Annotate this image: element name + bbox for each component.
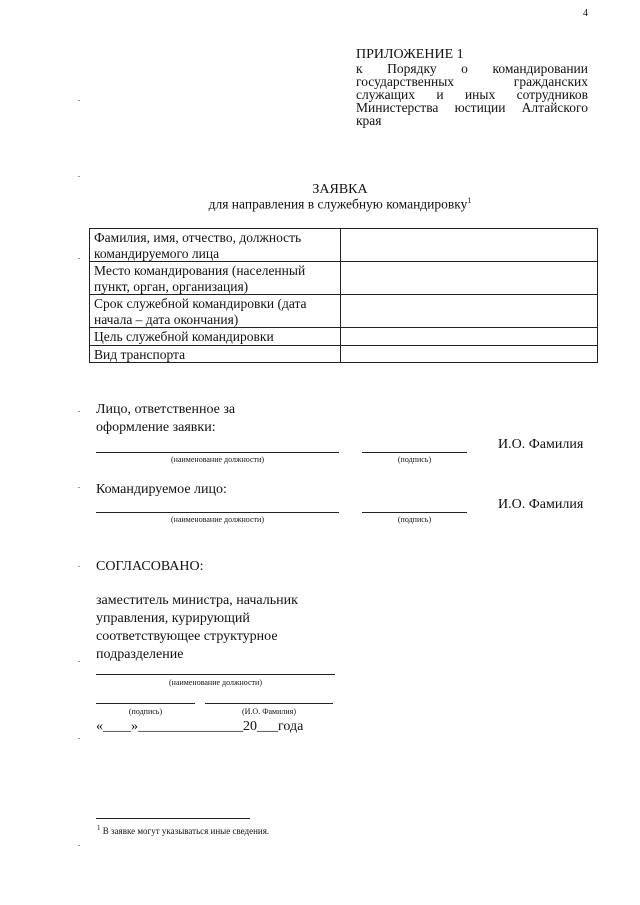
margin-mark <box>78 738 80 739</box>
table-row <box>90 345 598 363</box>
appendix-title: ПРИЛОЖЕНИЕ 1 <box>356 47 464 62</box>
responsible-label <box>96 401 235 437</box>
appendix-line: к Порядку о командировании <box>356 61 588 76</box>
appendix-line: Министерства юстиции Алтайского <box>356 100 588 115</box>
table-cell-label: Цель служебной командировки <box>90 328 341 346</box>
approval-title: СОГЛАСОВАНО: <box>96 559 204 574</box>
table-cell-value[interactable] <box>341 262 598 295</box>
margin-mark <box>78 258 80 259</box>
page-number: 4 <box>583 8 588 19</box>
footnote-mark: 1 <box>97 824 101 832</box>
signature-line[interactable] <box>96 703 195 704</box>
signature-caption: (подпись) <box>128 707 163 716</box>
signature-caption: (подпись) <box>397 455 432 464</box>
signature-line[interactable] <box>362 512 467 513</box>
signature-line[interactable] <box>362 452 467 453</box>
margin-mark <box>78 176 80 177</box>
appendix-line: служащих и иных сотрудников <box>356 87 588 102</box>
approval-line: подразделение <box>96 647 184 662</box>
document-subtitle <box>0 196 640 213</box>
position-line[interactable] <box>96 512 339 513</box>
footnote <box>97 824 269 836</box>
subtitle-text: для направления в служебную командировку <box>208 196 468 212</box>
table-cell-value[interactable] <box>341 229 598 262</box>
position-line[interactable] <box>96 452 339 453</box>
responsible-label-line: оформление заявки: <box>96 420 216 435</box>
position-line[interactable] <box>96 674 335 675</box>
traveler-label: Командируемое лицо: <box>96 482 227 497</box>
footnote-mark: 1 <box>467 196 472 205</box>
margin-mark <box>78 845 80 846</box>
signature-caption: (подпись) <box>397 515 432 524</box>
appendix-line: края <box>356 113 382 128</box>
responsible-label-line: Лицо, ответственное за <box>96 402 236 417</box>
margin-mark <box>78 487 80 488</box>
approval-position-text <box>96 592 298 664</box>
table-row <box>90 229 598 262</box>
table-row <box>90 328 598 346</box>
footnote-separator <box>96 818 250 819</box>
margin-mark <box>78 661 80 662</box>
document-title: ЗАЯВКА <box>312 182 368 197</box>
margin-mark <box>78 411 80 412</box>
table-row <box>90 262 598 295</box>
traveler-name: И.О. Фамилия <box>498 497 584 512</box>
table-cell-value[interactable] <box>341 295 598 328</box>
table-cell-label: Вид транспорта <box>90 345 341 363</box>
position-caption: (наименование должности) <box>169 678 262 687</box>
table-cell-value[interactable] <box>341 328 598 346</box>
position-caption: (наименование должности) <box>171 515 264 524</box>
date-line[interactable]: «____»_______________20___года <box>96 719 304 734</box>
margin-mark <box>78 100 80 101</box>
table-cell-label: Срок служебной командировки (дата начала – дата окончания) <box>90 295 341 328</box>
table-cell-label: Место командирования (населенный пункт, орган, организация) <box>90 262 341 295</box>
name-line[interactable] <box>205 703 333 704</box>
position-caption: (наименование должности) <box>171 455 264 464</box>
name-caption: (И.О. Фамилия) <box>241 707 297 716</box>
table-row <box>90 295 598 328</box>
appendix-line: государственных гражданских <box>356 74 588 89</box>
footnote-text: В заявке могут указываться иные сведения. <box>102 826 270 836</box>
request-table <box>89 228 598 363</box>
approval-line: соответствующее структурное <box>96 629 278 644</box>
appendix-header <box>356 48 588 127</box>
table-cell-label: Фамилия, имя, отчество, должность командируемого лица <box>90 229 341 262</box>
table-cell-value[interactable] <box>341 345 598 363</box>
approval-line: заместитель министра, начальник <box>96 593 298 608</box>
responsible-name: И.О. Фамилия <box>498 437 584 452</box>
approval-line: управления, курирующий <box>96 611 250 626</box>
margin-mark <box>78 566 80 567</box>
